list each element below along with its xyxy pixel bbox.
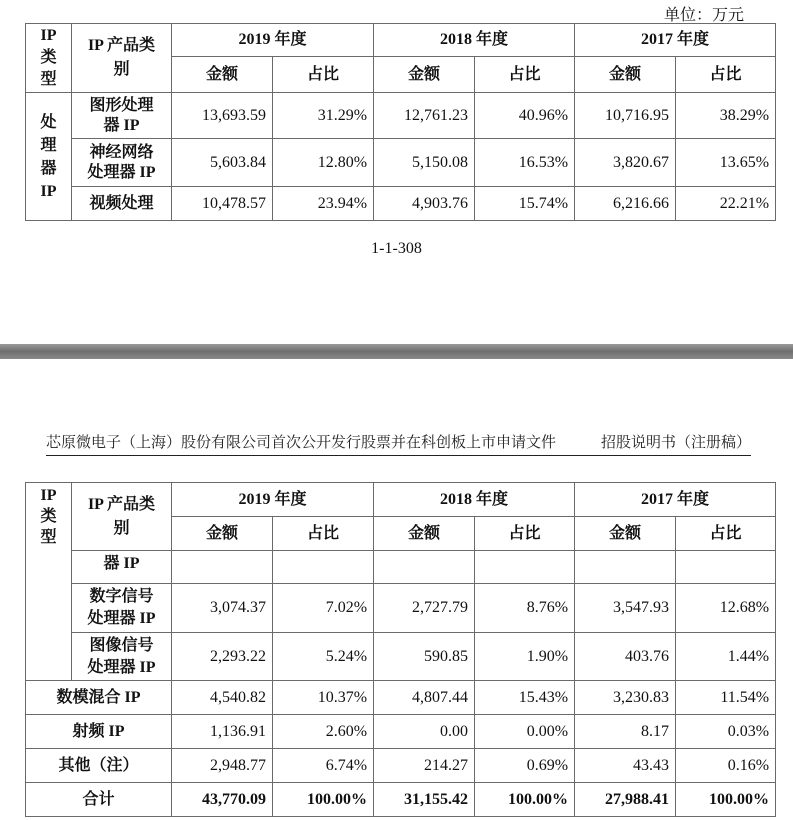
amount-cell: 5,603.84 (172, 139, 273, 187)
amount-cell: 2,293.22 (172, 633, 273, 681)
amount-cell: 10,478.57 (172, 187, 273, 221)
header-share: 占比 (273, 57, 374, 93)
total-row (26, 783, 776, 817)
share-cell: 5.24% (273, 633, 374, 681)
share-cell: 1.90% (475, 633, 575, 681)
page-number: 1-1-308 (371, 240, 422, 257)
share-cell: 40.96% (475, 93, 575, 139)
amount-cell: 10,716.95 (575, 93, 676, 139)
unit-label: 单位：万元 (664, 7, 745, 24)
header-share: 占比 (475, 517, 575, 551)
amount-cell: 4,903.76 (374, 187, 475, 221)
amount-cell: 590.85 (374, 633, 475, 681)
amount-cell: 3,074.37 (172, 584, 273, 633)
running-header (46, 431, 751, 456)
share-cell: 23.94% (273, 187, 374, 221)
share-cell: 0.00% (475, 715, 575, 749)
amount-cell: 3,820.67 (575, 139, 676, 187)
amount-cell: 5,150.08 (374, 139, 475, 187)
total-share-cell: 100.00% (273, 783, 374, 817)
share-cell: 1.44% (676, 633, 776, 681)
header-amount: 金额 (374, 517, 475, 551)
amount-cell (575, 551, 676, 584)
amount-cell: 43.43 (575, 749, 676, 783)
running-header-left: 芯原微电子（上海）股份有限公司首次公开发行股票并在科创板上市申请文件 (46, 433, 557, 451)
share-cell: 12.68% (676, 584, 776, 633)
share-cell: 16.53% (475, 139, 575, 187)
table-row (26, 139, 776, 187)
table-row (26, 584, 776, 633)
amount-cell: 1,136.91 (172, 715, 273, 749)
header-amount: 金额 (172, 517, 273, 551)
table-row (26, 749, 776, 783)
share-cell: 38.29% (676, 93, 776, 139)
page-separator (0, 344, 793, 359)
table-row (26, 715, 776, 749)
header-product-category: IP 产品类 别 (72, 483, 172, 551)
amount-cell: 0.00 (374, 715, 475, 749)
share-cell: 2.60% (273, 715, 374, 749)
share-cell: 6.74% (273, 749, 374, 783)
category-cell: 神经网络 处理器 IP (72, 139, 172, 187)
category-cell: 数字信号 处理器 IP (72, 584, 172, 633)
amount-cell: 8.17 (575, 715, 676, 749)
header-product-category: IP 产品类 别 (72, 24, 172, 93)
share-cell: 7.02% (273, 584, 374, 633)
total-amount-cell: 43,770.09 (172, 783, 273, 817)
header-year-2017: 2017 年度 (575, 24, 776, 57)
table-row (26, 681, 776, 715)
share-cell: 22.21% (676, 187, 776, 221)
table-row (26, 551, 776, 584)
amount-cell: 12,761.23 (374, 93, 475, 139)
amount-cell: 403.76 (575, 633, 676, 681)
share-cell: 8.76% (475, 584, 575, 633)
row-label: 其他（注） (26, 749, 172, 783)
total-share-cell: 100.00% (676, 783, 776, 817)
amount-cell: 6,216.66 (575, 187, 676, 221)
amount-cell: 3,230.83 (575, 681, 676, 715)
share-cell: 10.37% (273, 681, 374, 715)
share-cell: 15.74% (475, 187, 575, 221)
share-cell (273, 551, 374, 584)
table-row (26, 93, 776, 139)
category-cell: 图形处理 器 IP (72, 93, 172, 139)
header-ip-type: IP 类 型 (26, 483, 72, 681)
amount-cell: 214.27 (374, 749, 475, 783)
amount-cell (374, 551, 475, 584)
share-cell: 11.54% (676, 681, 776, 715)
category-cell: 图像信号 处理器 IP (72, 633, 172, 681)
header-share: 占比 (475, 57, 575, 93)
header-year-2019: 2019 年度 (172, 483, 374, 517)
share-cell (475, 551, 575, 584)
header-year-2018: 2018 年度 (374, 483, 575, 517)
total-amount-cell: 27,988.41 (575, 783, 676, 817)
share-cell: 15.43% (475, 681, 575, 715)
header-amount: 金额 (575, 517, 676, 551)
amount-cell: 13,693.59 (172, 93, 273, 139)
header-year-2018: 2018 年度 (374, 24, 575, 57)
amount-cell: 4,540.82 (172, 681, 273, 715)
header-amount: 金额 (172, 57, 273, 93)
revenue-table-top (25, 23, 776, 221)
share-cell: 31.29% (273, 93, 374, 139)
share-cell: 0.03% (676, 715, 776, 749)
header-share: 占比 (676, 57, 776, 93)
running-header-right: 招股说明书（注册稿） (600, 433, 751, 451)
total-share-cell: 100.00% (475, 783, 575, 817)
category-cell: 视频处理 (72, 187, 172, 221)
header-ip-type: IP 类 型 (26, 24, 72, 93)
table-row (26, 633, 776, 681)
header-share: 占比 (273, 517, 374, 551)
share-cell: 13.65% (676, 139, 776, 187)
header-amount: 金额 (575, 57, 676, 93)
category-cell: 器 IP (72, 551, 172, 584)
amount-cell (172, 551, 273, 584)
amount-cell: 4,807.44 (374, 681, 475, 715)
total-label: 合计 (26, 783, 172, 817)
amount-cell: 2,948.77 (172, 749, 273, 783)
header-share: 占比 (676, 517, 776, 551)
header-year-2017: 2017 年度 (575, 483, 776, 517)
header-year-2019: 2019 年度 (172, 24, 374, 57)
total-amount-cell: 31,155.42 (374, 783, 475, 817)
amount-cell: 3,547.93 (575, 584, 676, 633)
row-label: 数模混合 IP (26, 681, 172, 715)
share-cell: 0.69% (475, 749, 575, 783)
share-cell: 12.80% (273, 139, 374, 187)
revenue-table-bottom (25, 482, 776, 817)
share-cell: 0.16% (676, 749, 776, 783)
group-label-processor-ip: 处 理 器 IP (26, 93, 72, 221)
row-label: 射频 IP (26, 715, 172, 749)
amount-cell: 2,727.79 (374, 584, 475, 633)
table-row (26, 187, 776, 221)
share-cell (676, 551, 776, 584)
header-amount: 金额 (374, 57, 475, 93)
